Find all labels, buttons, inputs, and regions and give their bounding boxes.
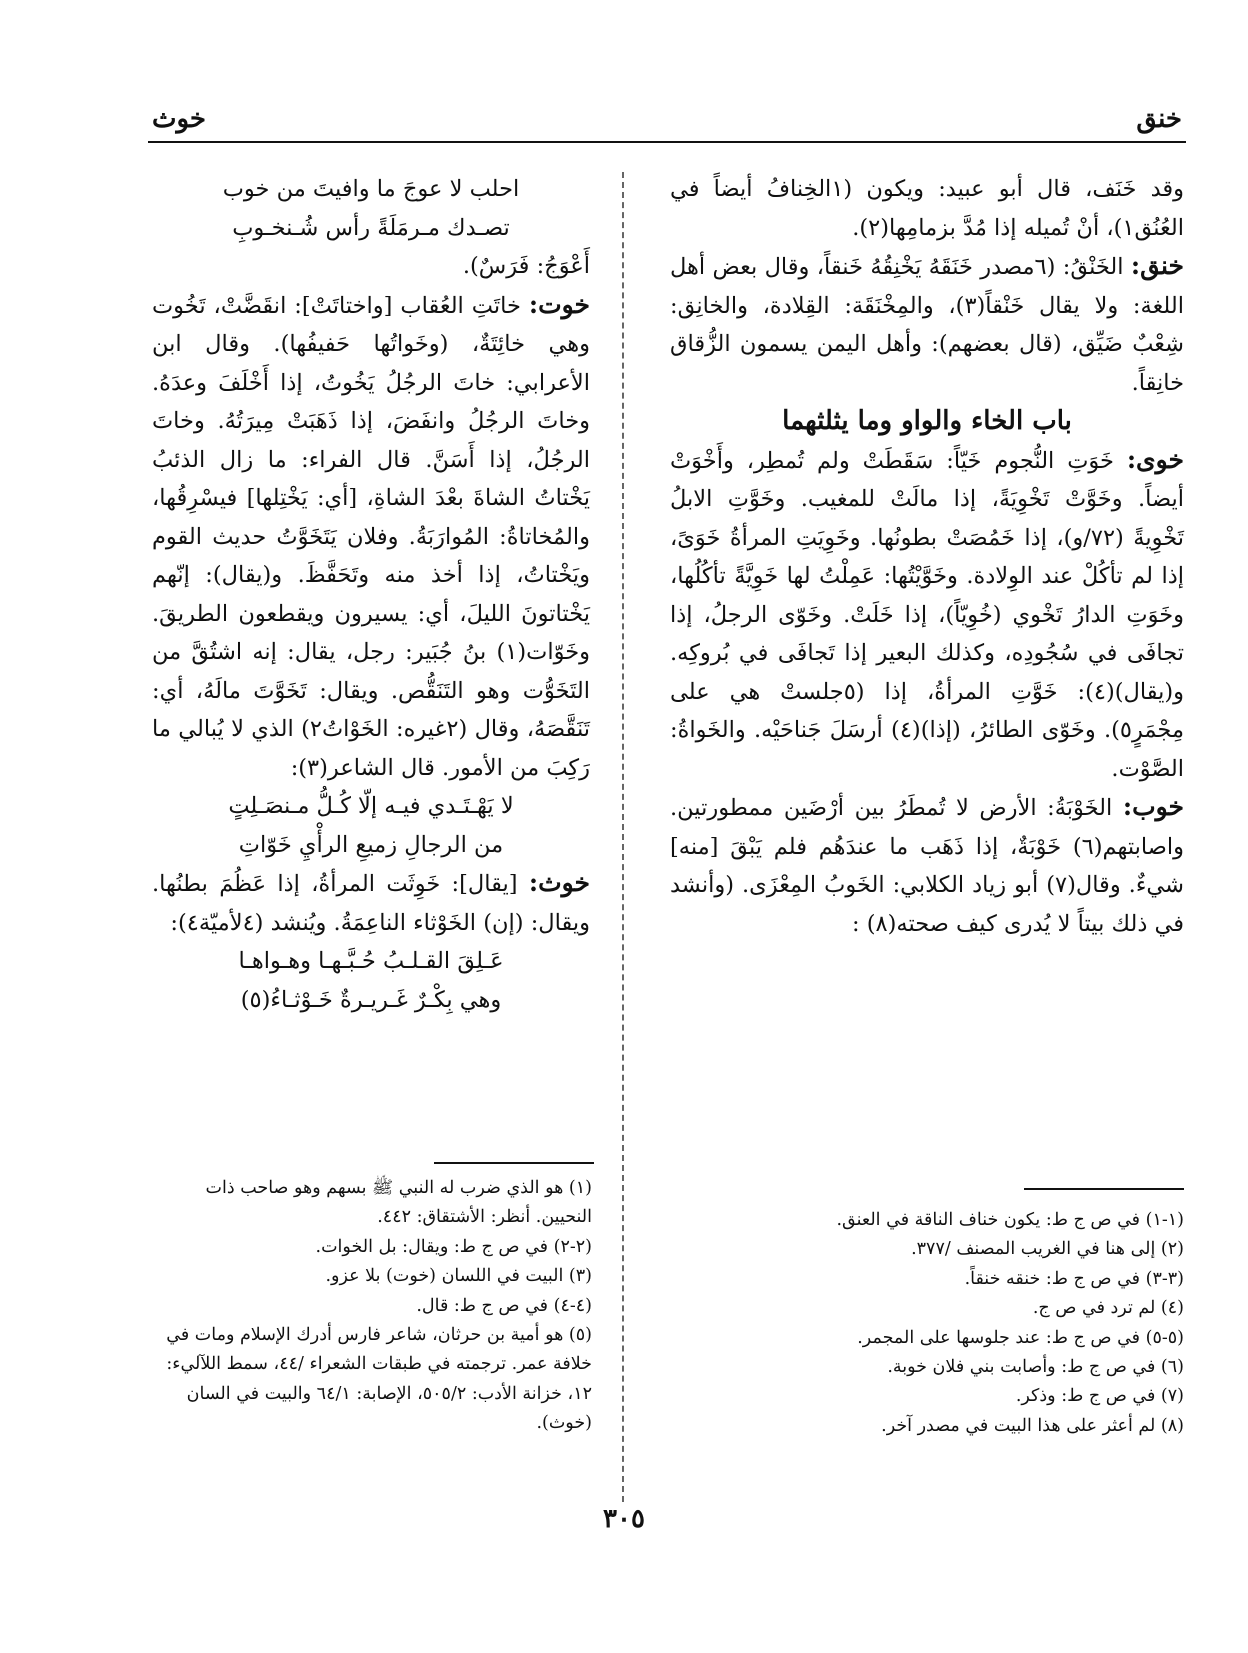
- verse-line: من الرجالِ زميعِ الرأْيِ خَوّاتِ: [238, 831, 504, 858]
- entry-khawth: [152, 864, 590, 942]
- entry-khawb: [670, 788, 1184, 943]
- footnotes-right: [670, 1206, 1184, 1441]
- paragraph: أَعْوَجُ: فَرَسٌ).: [462, 253, 590, 279]
- entry-khawt: [152, 286, 590, 788]
- running-header-right: خنق: [1136, 104, 1182, 134]
- entry-text: [يقال]: خَوِثَت المرأةُ، إذا عَظُمَ بطنُها. ويقال: (إن) الخَوْثاء الناعِمَةُ. ويُنشد (٤لأميّة٤):: [152, 871, 590, 936]
- entry-headword: خوت:: [528, 289, 590, 319]
- footnote-rule: [1024, 1188, 1184, 1190]
- entry-khanaq: [670, 247, 1184, 402]
- footnote: (٥-٥) في ص ج ط: عند جلوسها على المجمر.: [857, 1327, 1184, 1348]
- verse-line: وهي بِكْـرٌ غَـريـرةٌ خَـوْثـاءُ(٥): [240, 986, 502, 1013]
- footnote-rule: [434, 1162, 594, 1164]
- entry-text: الخَنْقُ: (٦مصدر خَنَقَهُ يَخْنِقُهُ خَنقاً، وقال بعض أهل اللغة: ولا يقال خَنْقاً(٣)، والمِخْنَقَة: القِلادة، والخانِق: شِعْبٌ ضَيِّق، (قال بعضهم): وأهل اليمن يسمون الزُّقاق خانِقاً.: [670, 254, 1184, 396]
- footnote: (٥) هو أمية بن حرثان، شاعر فارس أدرك الإسلام ومات في خلافة عمر. ترجمته في طبقات الشعراء /٤٤، سمط اللآليء: ١٢، خزانة الأدب: ٥٠٥/٢، الإصابة: ٦٤/١ والبيت في السان (خوث).: [166, 1325, 592, 1434]
- footnotes-left: [152, 1174, 592, 1439]
- paragraph: وقد خَنَف، قال أبو عبيد: ويكون (١الخِنافُ أيضاً في العُنُق١)، أنْ تُميله إذا مُدَّ بزمامِها(٢).: [670, 176, 1184, 241]
- page-number: ٣٠٥: [603, 1504, 645, 1534]
- footnote: (٤-٤) في ص ج ط: قال.: [416, 1295, 592, 1316]
- entry-headword: خنق:: [1130, 251, 1184, 280]
- right-column: [670, 170, 1184, 943]
- footnote: (٨) لم أعثر على هذا البيت في مصدر آخر.: [881, 1415, 1184, 1436]
- footnote: (٦) في ص ج ط: وأصابت بني فلان خوبة.: [887, 1357, 1184, 1378]
- running-header-left: خوث: [152, 104, 206, 134]
- footnote: (٧) في ص ج ط: وذكر.: [1015, 1386, 1184, 1407]
- entry-khawa: [670, 441, 1184, 789]
- section-title: باب الخاء والواو وما يثلثهما: [782, 406, 1072, 436]
- footnote: (٢) إلى هنا في الغريب المصنف /٣٧٧.: [911, 1239, 1184, 1260]
- column-divider: [622, 172, 624, 1502]
- footnote: (٣-٣) في ص ج ط: خنقه خنقاً.: [964, 1268, 1184, 1289]
- footnote: (٣) البيت في اللسان (خوت) بلا عزو.: [325, 1266, 592, 1287]
- footnote: (٤) لم ترد في ص ج.: [1032, 1298, 1184, 1319]
- verse-line: عَـلِقَ القـلـبُ حُـبَّـهـا وهـواهـا: [238, 948, 504, 974]
- entry-headword: خوث:: [528, 868, 590, 897]
- entry-text: خَوَتِ النُّجوم خَيّاً: سَقَطَتْ ولم تُمطِر، وأَخْوَتْ أيضاً. وخَوَّتْ تَخْوِيَةً، إذا مالَتْ للمغيب. وخَوَّتِ الابلُ تَخْوِيةً (٧٢/و)، إذا خَمُصَتْ بطونُها. وخَوِيَتِ المرأةُ خَوَىً، إذا لم تأكُلْ عند الوِلادة. وخَوَّيْتُها: عَمِلْتُ لها خَوِيَّةً تأكُلُها، وخَوَتِ الدارُ تَخْوي (خُوِيّاً)، إذا خَلَتْ. وخَوّى الرجلُ، إذا تجافَى في سُجُودِه، وكذلك البعير إذا تَجافَى في بُروكِه. و(يقال)(٤): خَوَّتِ المرأةُ، إذا (٥جلستْ هي على مِجْمَرٍ٥). وخَوّى الطائرُ، (إذا)(٤) أرسَلَ جَناحَيْه. والخَواةُ: الصَّوْت.: [670, 447, 1184, 782]
- header-rule: [148, 141, 1186, 143]
- verse-line: احلب لا عوجَ ما وافيتَ من خوب: [222, 176, 520, 202]
- footnote: (١-١) في ص ج ط: يكون خناف الناقة في العنق.: [836, 1210, 1184, 1230]
- footnote: (٢-٢) في ص ج ط: ويقال: بل الخوات.: [315, 1236, 592, 1257]
- left-column: [152, 170, 590, 1019]
- verse-line: تصـدك مـرمَلَةً رأس شُـنخـوبِ: [232, 214, 510, 241]
- footnote: (١) هو الذي ضرب له النبي ﷺ بسهم وهو صاحب ذات النحيين. أنظر: الأشتقاق: ٤٤٢.: [205, 1178, 592, 1228]
- entry-headword: خوى:: [1126, 444, 1184, 474]
- verse-line: لا يَهْـتَـدي فيـه إلّا كُـلُّ مـنصَـلِتٍ: [228, 793, 514, 819]
- entry-text: الخَوْبَةُ: الأرض لا تُمطَرُ بين أرْضَين ممطورتين. واصابتهم(٦) خَوْبَةٌ، إذا ذَهَب ما عندَهُم فلم يَبْقَ [منه] شيءٌ. وقال(٧) أبو زياد الكلابي: الخَوبُ المِعْزَى. (وأنشد في ذلك بيتاً لا يُدرى كيف صحته(٨) :: [670, 795, 1184, 937]
- entry-text: خاتَتِ العُقاب [واختاتَتْ]: انقَضَّتْ، تَخُوت وهي خائِتَةٌ، (وخَواتُها حَفيفُها). وقال ابن الأعرابي: خاتَ الرجُلُ يَخُوتُ، إذا أَخْلَفَ وعدَهُ. وخاتَ الرجُلُ وانفَضَ، إذا ذَهَبَتْ مِيرَتُهُ. وخاتَ الرجُلُ، إذا أَسَنَّ. قال الفراء: ما زال الذئبُ يَخْتاتُ الشاةَ بعْدَ الشاةِ، [أي: يَخْتِلها] فيسْرِقُها، والمُخاتاةُ: المُوارَبَةُ. وفلان يَتَخَوَّتُ حديث القوم ويَخْتاتُ، إذا أخذ منه وتَحَفَّظَ. و(يقال): إنّهم يَخْتاتونَ الليلَ، أي: يسيرون ويقطعون الطريقَ. وخَوّات(١) بنُ جُبَير: رجل، يقال: إنه اشتُقَّ من التَخَوُّت وهو التَنَقُّص. ويقال: تَخَوَّتَ مالَهُ، أي: تَنَقَّصَهُ، وقال (٢غيره: الخَوْاتُ٢) الذي لا يُبالي ما رَكِبَ من الأمور. قال الشاعر(٣):: [152, 292, 590, 781]
- entry-headword: خوب:: [1122, 792, 1184, 821]
